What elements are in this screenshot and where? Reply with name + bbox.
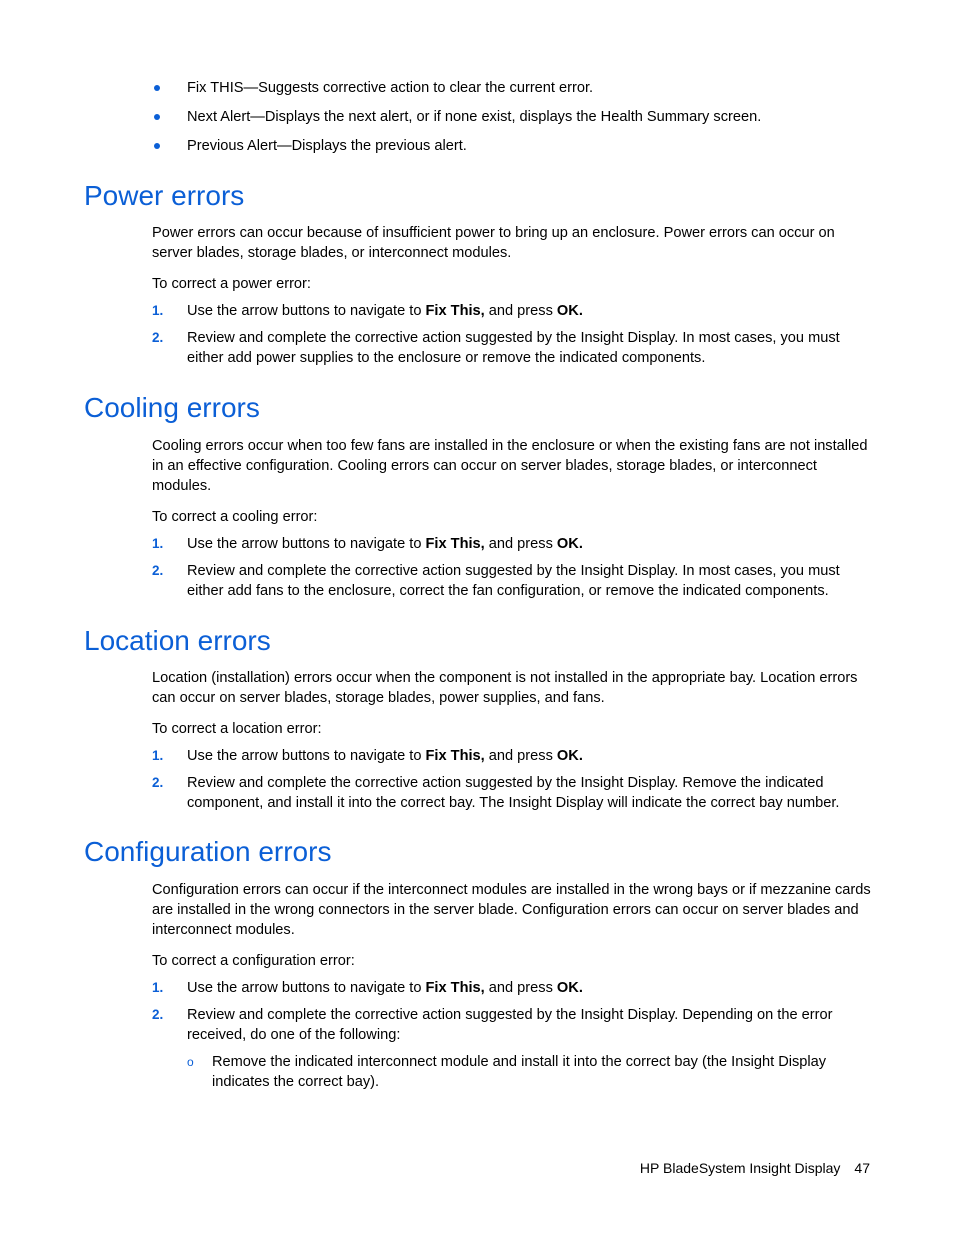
step-number: 2.	[152, 563, 164, 578]
bullet-dot	[154, 114, 160, 120]
bullet-dot	[154, 143, 160, 149]
section-heading: Location errors	[84, 625, 271, 656]
step-bold-target: Fix This,	[425, 980, 485, 996]
step-number: 2.	[152, 775, 164, 790]
step-bold-key: OK.	[556, 980, 583, 996]
step-number: 1.	[152, 980, 164, 995]
step-1	[187, 301, 877, 321]
procedure-lead: To correct a cooling error:	[152, 509, 318, 525]
step-2: Review and complete the corrective action suggested by the Insight Display. In most cases, you must either add fans to the enclosure, correct the fan configuration, or remove the indicated components.	[187, 563, 840, 599]
step-text: Use the arrow buttons to navigate to	[187, 748, 426, 764]
step-number: 2.	[152, 330, 164, 345]
section-body: Configuration errors can occur if the interconnect modules are installed in the wrong bays or if mezzanine cards are installed in the wrong connectors in the server blade. Configuration errors can occur on server blades and interconnect modules.	[152, 882, 871, 938]
section-heading: Cooling errors	[84, 392, 260, 423]
step-text: and press	[484, 536, 557, 552]
step-2: Review and complete the corrective action suggested by the Insight Display. In most cases, you must either add power supplies to the enclosure or remove the indicated components.	[187, 330, 840, 366]
step-text: and press	[484, 980, 557, 996]
bullet-dot	[154, 85, 160, 91]
step-number: 1.	[152, 748, 164, 763]
page-footer	[640, 1158, 870, 1178]
bullet-item-fix-this: Fix THIS—Suggests corrective action to clear the current error.	[187, 80, 594, 96]
procedure-lead: To correct a configuration error:	[152, 953, 355, 969]
section-heading: Configuration errors	[84, 836, 332, 867]
procedure-lead: To correct a power error:	[152, 276, 311, 292]
step-number: 2.	[152, 1007, 164, 1022]
step-number: 1.	[152, 536, 164, 551]
step-text: Use the arrow buttons to navigate to	[187, 303, 426, 319]
step-2: Review and complete the corrective action suggested by the Insight Display. Remove the indicated component, and install it into the correct bay. The Insight Display will indicate the correct bay number.	[187, 775, 840, 811]
footer-title: HP BladeSystem Insight Display	[639, 1160, 841, 1176]
step-text: Use the arrow buttons to navigate to	[187, 536, 426, 552]
step-1	[187, 978, 877, 998]
step-bold-key: OK.	[556, 536, 583, 552]
step-text: Use the arrow buttons to navigate to	[187, 980, 426, 996]
step-1	[187, 746, 877, 766]
step-bold-target: Fix This,	[425, 536, 485, 552]
section-body: Location (installation) errors occur when the component is not installed in the appropriate bay. Location errors can occur on server blades, storage blades, power supplies, and fans.	[152, 670, 858, 706]
section-body: Cooling errors occur when too few fans are installed in the enclosure or when the existing fans are not installed in an effective configuration. Cooling errors can occur on server blades, storage blades, or interconnect modules.	[152, 438, 868, 494]
page-number: 47	[854, 1160, 870, 1176]
step-text: and press	[484, 303, 557, 319]
step-bold-key: OK.	[556, 748, 583, 764]
sub-bullet-item: Remove the indicated interconnect module and install it into the correct bay (the Insight Display indicates the correct bay).	[212, 1054, 827, 1090]
procedure-lead: To correct a location error:	[152, 721, 322, 737]
section-heading: Power errors	[84, 180, 245, 211]
step-1	[187, 534, 877, 554]
step-bold-target: Fix This,	[425, 748, 485, 764]
step-bold-key: OK.	[556, 303, 583, 319]
step-number: 1.	[152, 303, 164, 318]
section-body: Power errors can occur because of insufficient power to bring up an enclosure. Power errors can occur on server blades, storage blades, or interconnect modules.	[152, 225, 835, 261]
step-text: and press	[484, 748, 557, 764]
bullet-item-next-alert: Next Alert—Displays the next alert, or if none exist, displays the Health Summary screen.	[187, 109, 762, 125]
step-bold-target: Fix This,	[425, 303, 485, 319]
sub-bullet-marker: o	[187, 1055, 194, 1069]
bullet-item-previous-alert: Previous Alert—Displays the previous alert.	[187, 138, 467, 154]
step-2: Review and complete the corrective action suggested by the Insight Display. Depending on the error received, do one of the following:	[187, 1007, 833, 1043]
